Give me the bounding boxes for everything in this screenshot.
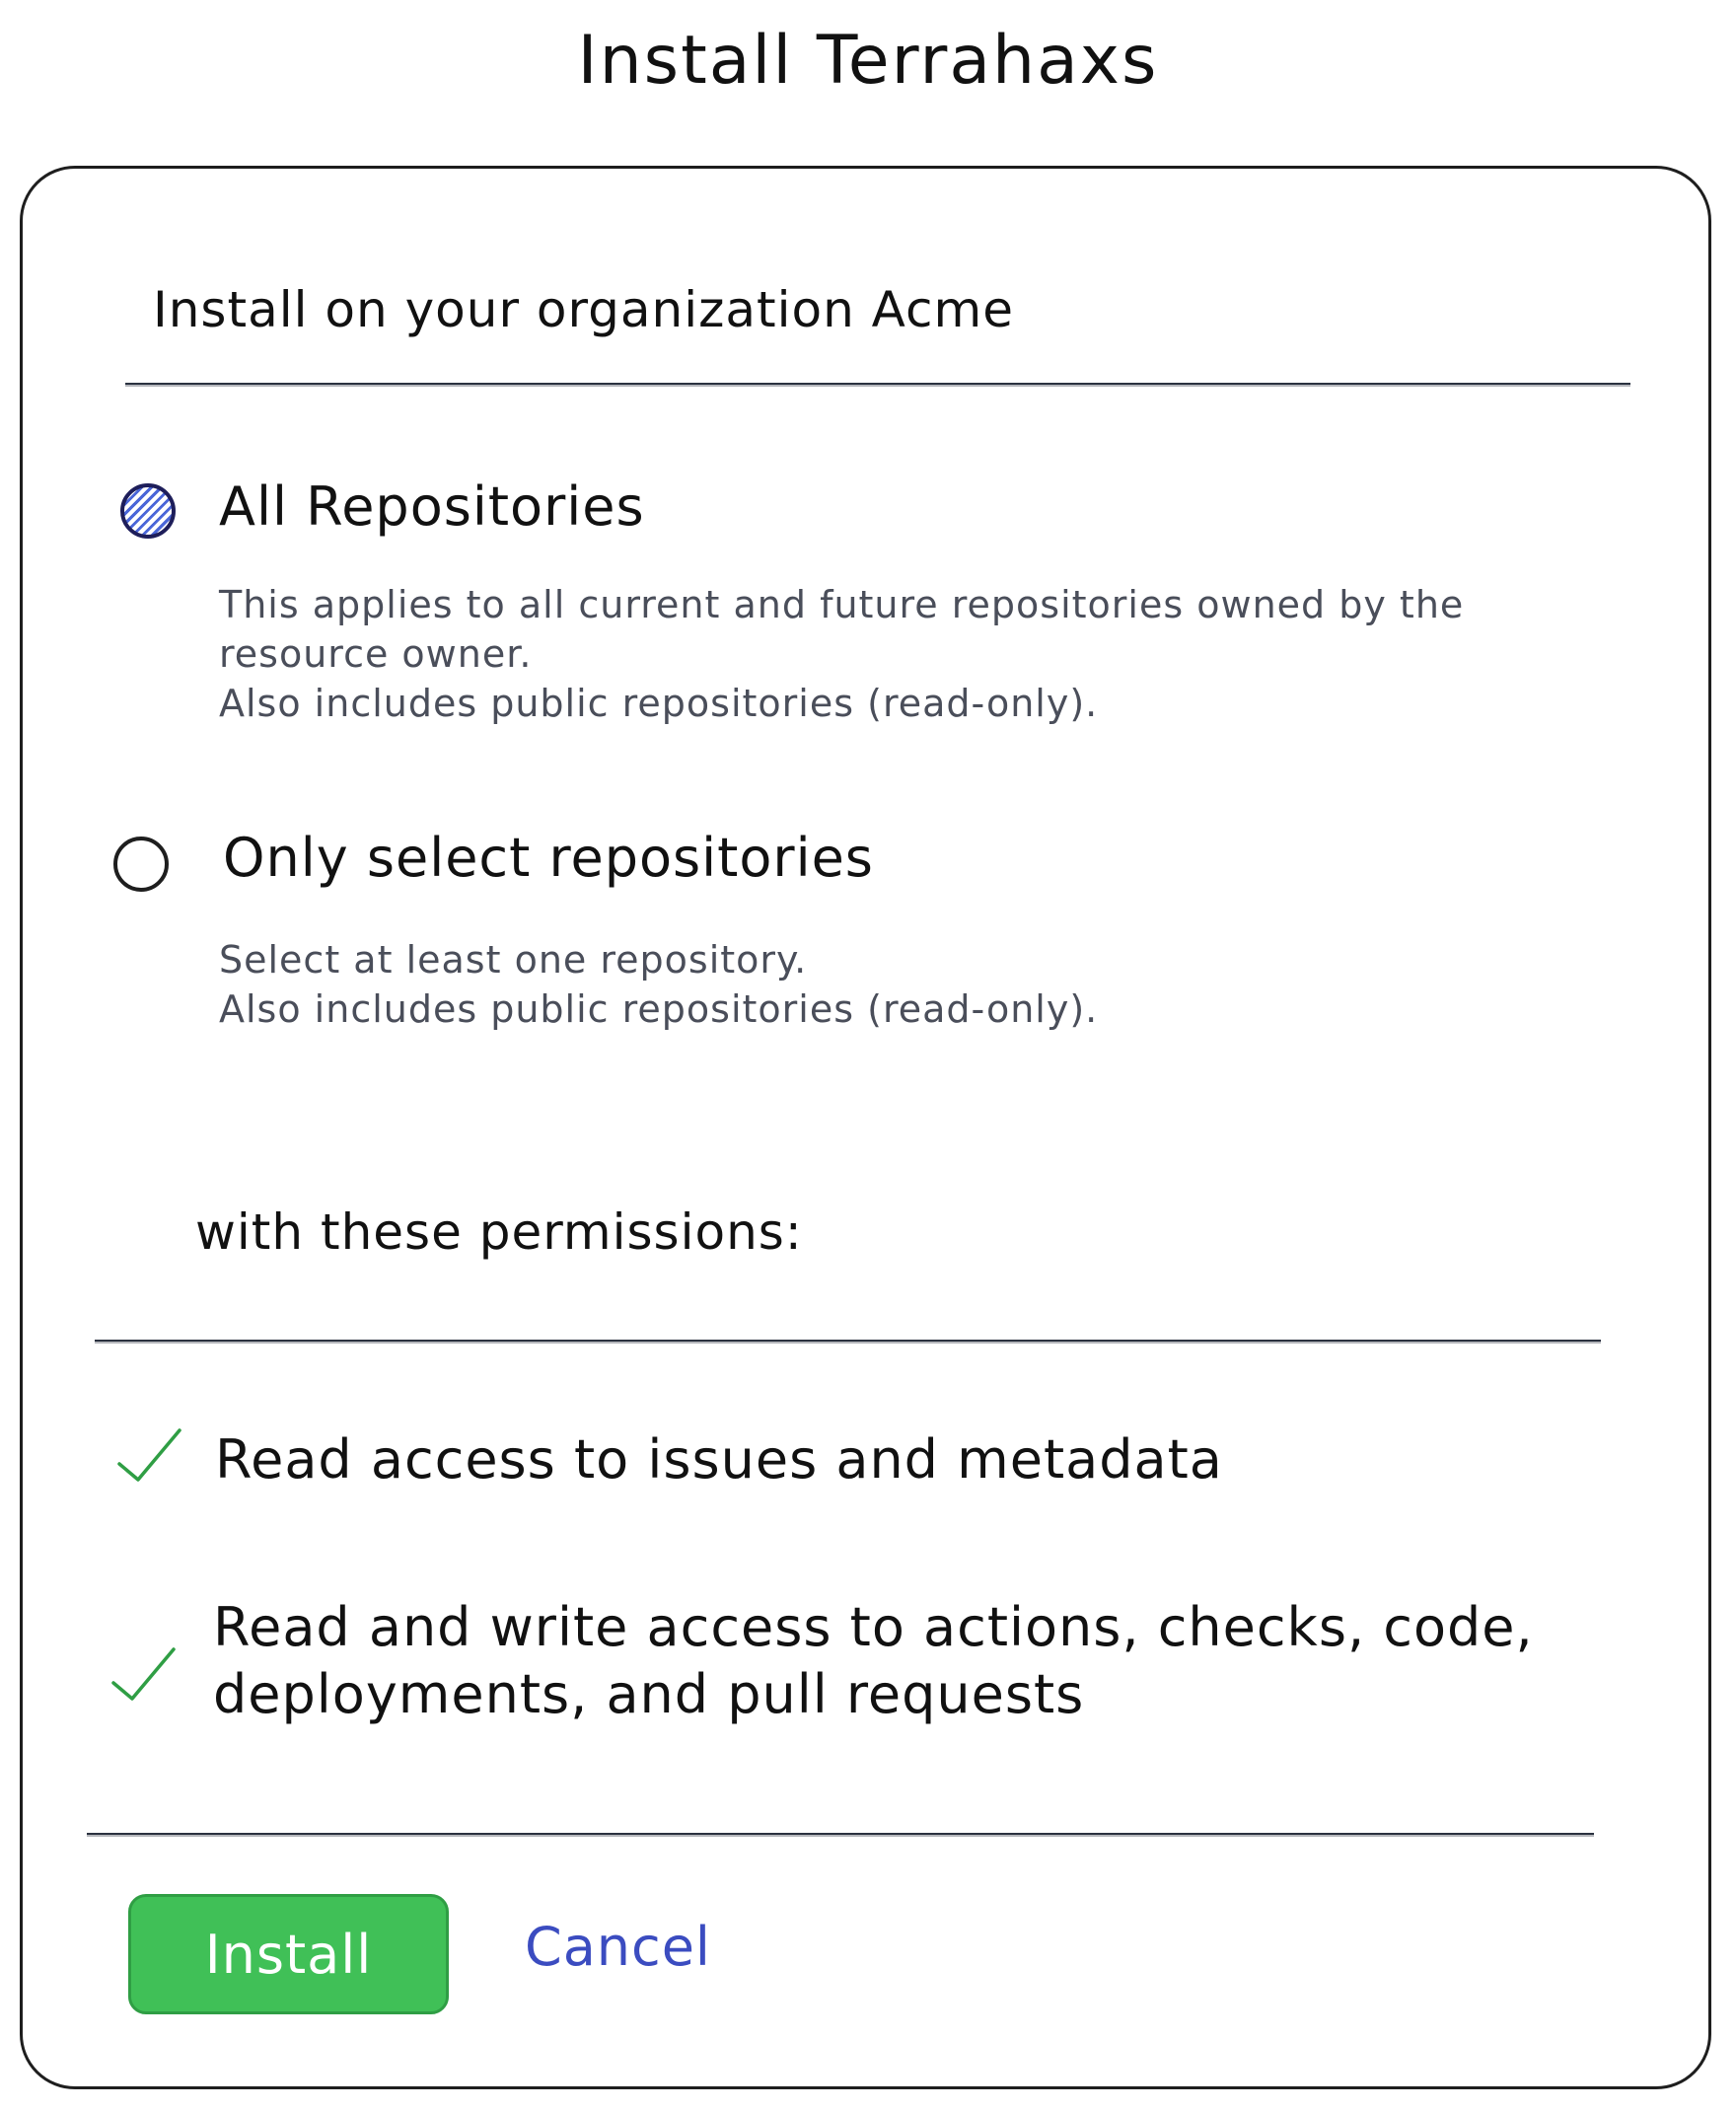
permission-text: deployments, and pull requests bbox=[213, 1663, 1085, 1725]
description-line: This applies to all current and future repositories owned by the bbox=[219, 583, 1465, 626]
install-target-heading: Install on your organization Acme bbox=[153, 281, 1014, 338]
option-description-all-repositories bbox=[219, 580, 1464, 728]
option-label-all-repositories[interactable]: All Repositories bbox=[219, 475, 645, 538]
cancel-link[interactable]: Cancel bbox=[525, 1916, 711, 1978]
permission-text: Read access to issues and metadata bbox=[215, 1428, 1223, 1491]
radio-all-repositories[interactable] bbox=[120, 483, 176, 539]
description-line: Select at least one repository. bbox=[219, 938, 808, 982]
permission-text: Read and write access to actions, checks, code, bbox=[213, 1596, 1534, 1658]
description-line: Also includes public repositories (read-only). bbox=[219, 987, 1099, 1031]
divider bbox=[95, 1340, 1601, 1342]
permission-item bbox=[215, 1426, 1223, 1493]
description-line: Also includes public repositories (read-only). bbox=[219, 682, 1099, 725]
install-dialog bbox=[20, 166, 1711, 2089]
option-label-select-repositories[interactable]: Only select repositories bbox=[223, 827, 874, 889]
divider bbox=[87, 1833, 1594, 1835]
divider bbox=[125, 383, 1630, 385]
description-line: resource owner. bbox=[219, 632, 533, 676]
check-icon bbox=[116, 1426, 183, 1486]
check-icon bbox=[110, 1645, 178, 1705]
install-button[interactable]: Install bbox=[128, 1894, 449, 2014]
permission-item bbox=[213, 1594, 1534, 1728]
permissions-heading: with these permissions: bbox=[195, 1203, 803, 1261]
option-description-select-repositories bbox=[219, 935, 1098, 1034]
radio-select-repositories[interactable] bbox=[113, 837, 169, 892]
page-title: Install Terrahaxs bbox=[577, 22, 1159, 100]
